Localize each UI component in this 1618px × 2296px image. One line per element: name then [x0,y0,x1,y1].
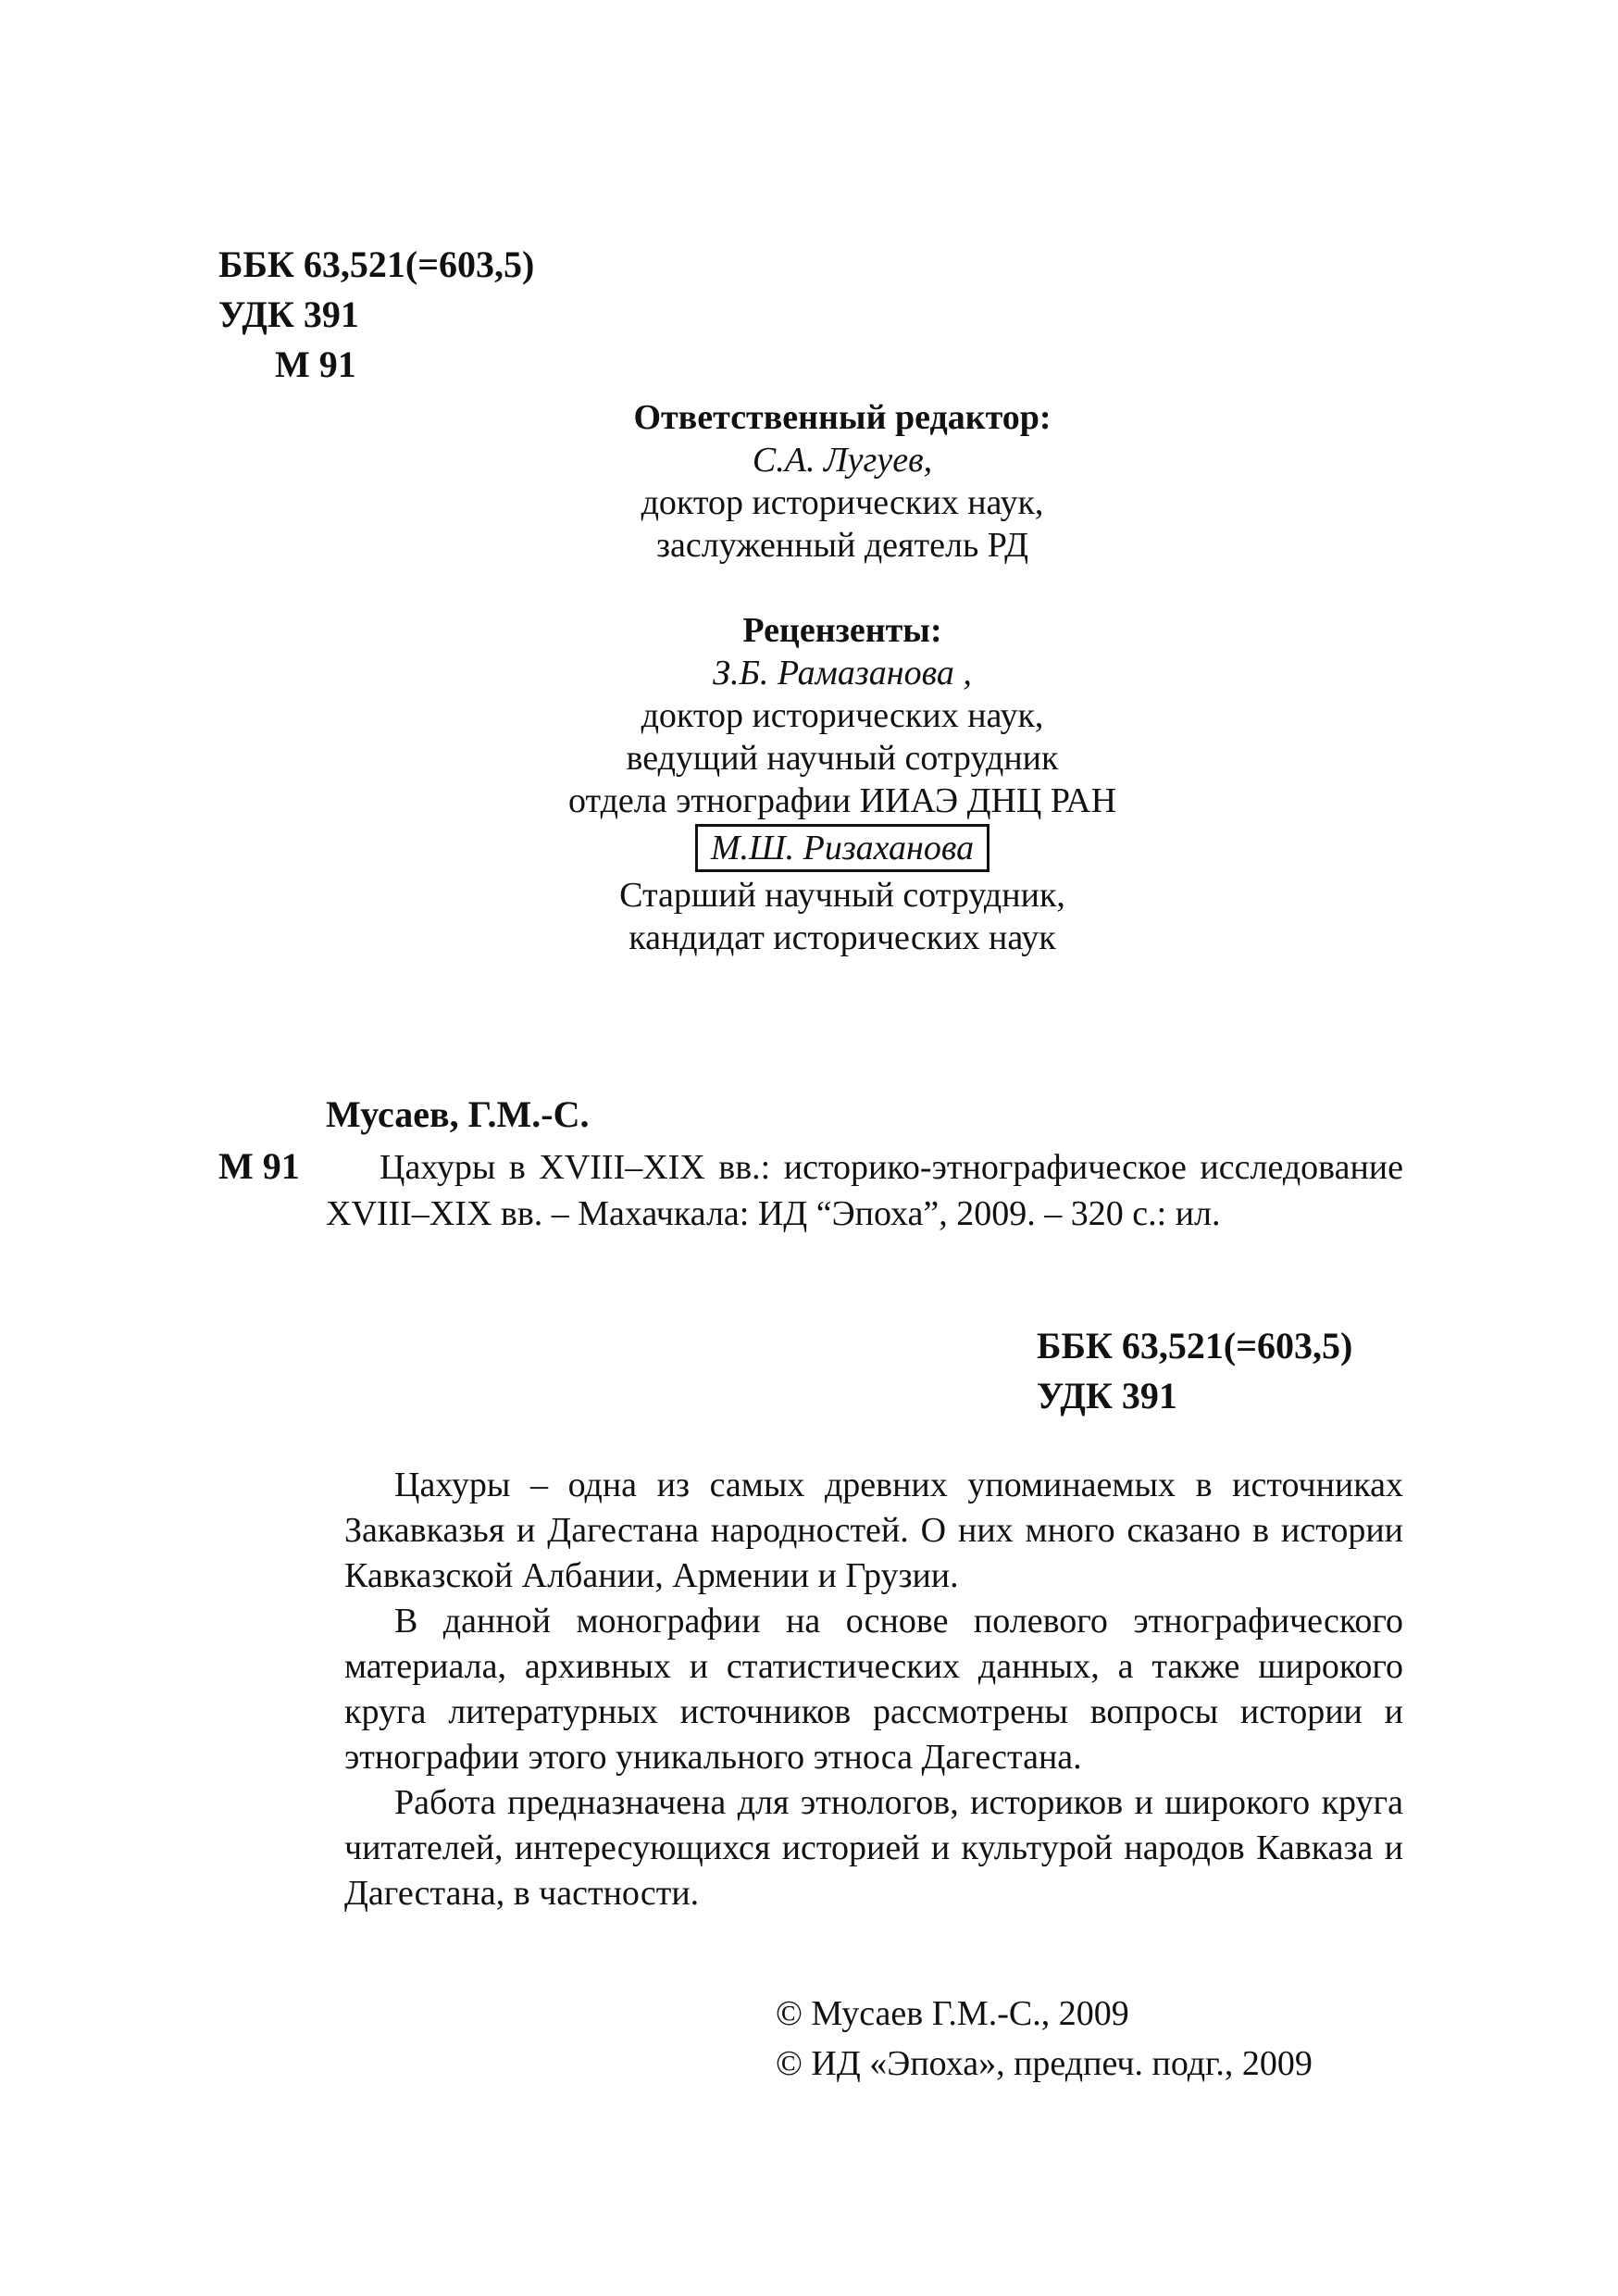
bib-mark: М 91 [218,1145,300,1187]
udk-code: УДК 391 [218,293,359,335]
copyright-author: © Мусаев Г.М.-С., 2009 [776,1994,1129,2033]
author-mark: М 91 [275,343,356,385]
editor-title: заслуженный деятель РД [655,526,1028,565]
reviewers-block [500,609,1185,959]
annotation-paragraph-2: В данной монографии на основе полевого этнографического материала, архивных и статистических данных, а также широкого круга литературных источников рассмотрены вопросы истории и этнографии этого уникального этноса Дагестана. [344,1602,1403,1777]
reviewer-2-position: Старший научный сотрудник, [619,876,1065,915]
copyright-publisher: © ИД «Эпоха», предпеч. подг., 2009 [776,2044,1313,2083]
editor-heading: Ответственный редактор: [633,398,1052,437]
bib-bbk: ББК 63,521(=603,5) [1037,1325,1353,1366]
editor-name: С.А. Лугуев, [752,441,933,480]
reviewer-1-department: отдела этнографии ИИАЭ ДНЦ РАН [567,781,1117,820]
reviewers-heading: Рецензенты: [742,611,942,650]
reviewer-2-name: М.Ш. Ризаханова [695,824,989,872]
reviewer-1-name: З.Б. Рамазанова , [713,654,972,693]
annotation-paragraph-1: Цахуры – одна из самых древних упоминаемых в источниках Закавказья и Дагестана народностей. О них много сказано в истории Кавказской Албании, Армении и Грузии. [344,1466,1403,1595]
bbk-code: ББК 63,521(=603,5) [218,243,535,285]
bib-author: Мусаев, Г.М.-С. [326,1093,590,1135]
bib-udk: УДК 391 [1037,1375,1177,1416]
annotation [344,1463,1403,1916]
editor-degree: доктор исторических наук, [641,483,1044,522]
editor-block [500,396,1185,567]
bib-entry: Цахуры в XVIII–XIX вв.: историко-этнографическое исследование XVIII–XIX вв. – Махачкала: ИД “Эпоха”, 2009. – 320 с.: ил. [326,1148,1403,1233]
reviewer-1-position: ведущий научный сотрудник [626,739,1059,778]
reviewer-2-degree: кандидат исторических наук [629,918,1056,957]
reviewer-1-degree: доктор исторических наук, [641,696,1044,735]
annotation-paragraph-3: Работа предназначена для этнологов, историков и широкого круга читателей, интересующихся историей и культурой народов Кавказа и Дагестана, в частности. [344,1783,1403,1913]
